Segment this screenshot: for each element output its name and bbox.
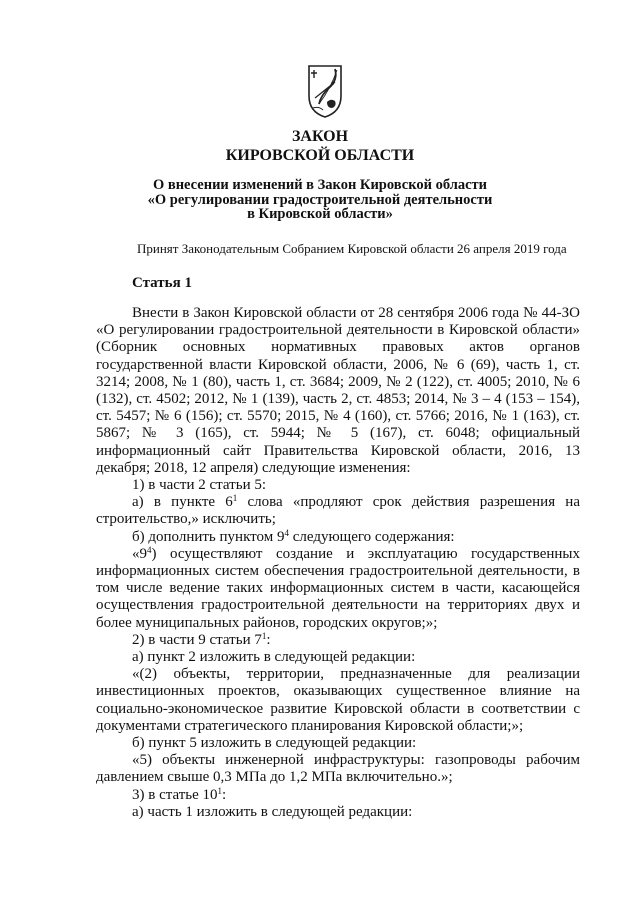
- item-3: 3) в статье $10^1$:: [132, 785, 227, 803]
- law-subtitle-line3: в Кировской области»: [247, 206, 393, 222]
- item-1a: а) в пункте $6^1$ слова «продляют срок действия разрешения на строительство,» исключить;: [96, 493, 580, 528]
- adoption-note: Принят Законодательным Собранием Кировской области 26 апреля 2019 года: [137, 241, 567, 256]
- item-2b: б) пункт 5 изложить в следующей редакции:: [132, 735, 417, 752]
- law-subtitle-line2: «О регулировании градостроительной деятельности: [147, 192, 493, 208]
- item-1: 1) в части 2 статьи 5:: [132, 477, 267, 494]
- law-region: КИРОВСКОЙ ОБЛАСТИ: [225, 147, 415, 164]
- quote-3: «5) объекты инженерной инфраструктуры: газопроводы рабочим давлением свыше 0,3 МПа до 1,2 МПа включительно.»;: [96, 752, 580, 786]
- article-heading: Статья 1: [132, 275, 192, 291]
- item-3a: а) часть 1 изложить в следующей редакции:: [132, 803, 413, 820]
- item-1b: б) дополнить пунктом $9^4$ следующего содержания:: [132, 527, 455, 545]
- item-2a: а) пункт 2 изложить в следующей редакции:: [132, 649, 416, 666]
- coat-of-arms-icon: [307, 62, 343, 118]
- intro-paragraph: Внести в Закон Кировской области от 28 сентября 2006 года № 44-ЗО «О регулировании градостроительной деятельности в Кировской области» (Сборник основных нормативных правовых актов органов государственной власти Кировской области, 2006, № 6 (69), часть 1, ст. 3214; 2008, № 1 (80), часть 1, ст. 3684; 2009, № 2 (122), ст. 4005; 2010, № 6 (132), ст. 4502; 2012, № 1 (139), часть 2, ст. 4853; 2014, № 3 – 4 (153 – 154), ст. 5457; № 6 (156); ст. 5570; 2015, № 4 (160), ст. 5766; 2016, № 1 (163), ст. 5867; № 3 (165), ст. 5944; № 5 (167), ст. 6048; официальный информационный сайт Правительства Кировской области, 2016, 13 декабря; 2018, 12 апреля) следующие изменения:: [96, 305, 580, 476]
- item-2: 2) в части 9 статьи $7^1$:: [132, 630, 271, 648]
- quote-1: «$9^4$) осуществляют создание и эксплуатацию государственных информационных систем обеспечения градостроительной деятельности, в том числе ведение таких информационных систем в части, касающейся осуществления градостроительной деятельности на территориях двух и более муниципальных районов, городских округов;»;: [96, 544, 580, 631]
- law-title: ЗАКОН: [291, 128, 349, 145]
- quote-2: «(2) объекты, территории, предназначенные для реализации инвестиционных проектов, оказывающих существенное влияние на социально-экономическое развитие Кировской области в соответствии с документами стратегического планирования Кировской области;»;: [96, 666, 580, 734]
- law-subtitle-line1: О внесении изменений в Закон Кировской области: [152, 177, 488, 193]
- article-body: [96, 305, 580, 821]
